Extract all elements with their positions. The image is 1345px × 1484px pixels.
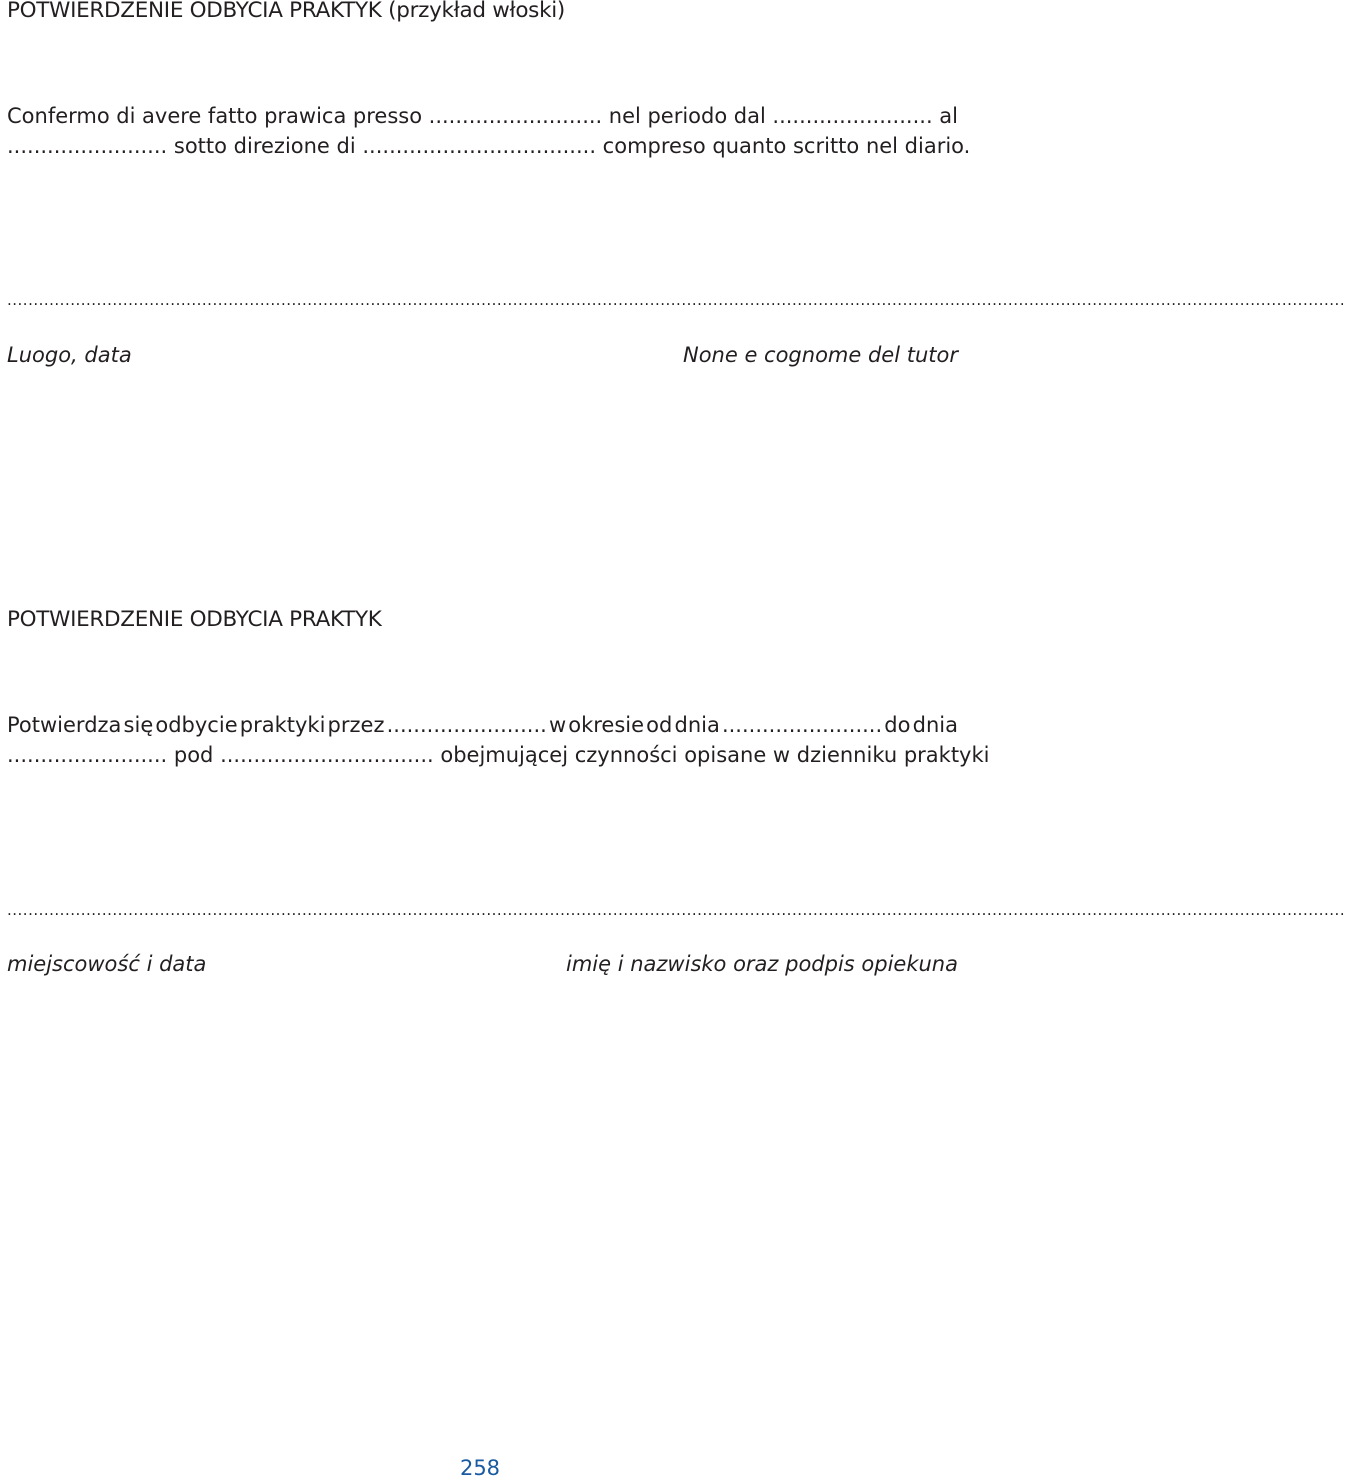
section-it-place-date-label: Luogo, data [7, 343, 132, 367]
section-it-tutor-name-label: None e cognome del tutor [682, 343, 958, 367]
section-pl-place-date-label: miejscowość i data [7, 952, 207, 976]
word: dal [733, 104, 766, 128]
word: dnia [912, 713, 958, 737]
section-it-title: POTWIERDZENIE ODBYCIA PRAKTYK (przykład włoski) [7, 0, 565, 23]
section-it-signature-dots: .............................................................................................................................................................................................................................................................. [7, 291, 1345, 309]
section-pl-line-2: ........................ pod ................................ obejmującej czynności opisane w dzienniku praktyki [7, 743, 990, 767]
word: fatto [207, 104, 258, 128]
word: ........................ [386, 713, 547, 737]
word: dnia [674, 713, 720, 737]
word: .......................... [428, 104, 603, 128]
word: ........................ [721, 713, 883, 737]
word: Potwierdza [7, 713, 122, 737]
word: prawica [264, 104, 347, 128]
word: presso [352, 104, 423, 128]
word: periodo [647, 104, 728, 128]
section-it-line-2: ........................ sotto direzione di ................................... compreso quanto scritto nel diario. [7, 134, 971, 158]
word: praktyki [239, 713, 326, 737]
word: di [116, 104, 136, 128]
word: Confermo [7, 104, 110, 128]
section-pl-title: POTWIERDZENIE ODBYCIA PRAKTYK [7, 607, 382, 632]
word: przez [327, 713, 385, 737]
word: avere [142, 104, 202, 128]
word: się [123, 713, 154, 737]
word: okresie [568, 713, 645, 737]
word: ........................ [772, 104, 933, 128]
section-pl-paragraph [7, 710, 990, 770]
word: nel [608, 104, 641, 128]
word: od [646, 713, 673, 737]
section-pl-supervisor-label: imię i nazwisko oraz podpis opiekuna [566, 952, 958, 976]
section-it-paragraph [7, 101, 971, 161]
section-it-line-1 [7, 101, 958, 131]
word: odbycie [155, 713, 238, 737]
section-pl-signature-dots: .............................................................................................................................................................................................................................................................. [7, 901, 1345, 919]
word: w [548, 713, 567, 737]
page-number: 258 [459, 1456, 501, 1480]
word: do [884, 713, 911, 737]
word: al [939, 104, 958, 128]
section-pl-line-1 [7, 710, 958, 740]
